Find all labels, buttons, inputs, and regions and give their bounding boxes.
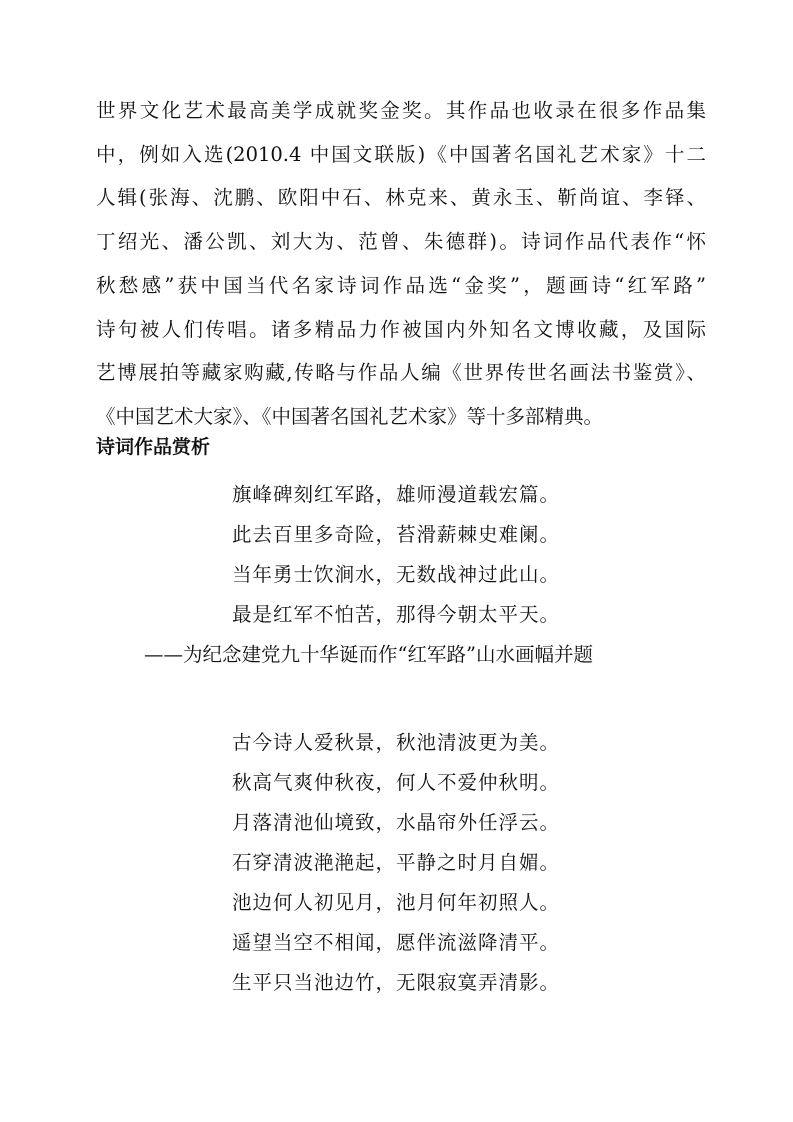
poem2-line: 生平只当池边竹，无限寂寞弄清影。 xyxy=(232,971,561,994)
intro-line: 艺博展拍等藏家购藏,传略与作品人编《世界传世名画法书鉴赏》、 xyxy=(96,361,706,384)
poem2-line: 古今诗人爱秋景，秋池清波更为美。 xyxy=(232,731,561,754)
intro-line: 人辑(张海、沈鹏、欧阳中石、林克来、黄永玉、靳尚谊、李铎、 xyxy=(96,186,706,209)
poem1-note: ——为纪念建党九十华诞而作“红军路”山水画幅并题 xyxy=(144,643,593,666)
poem2-line: 遥望当空不相闻，愿伴流滋降清平。 xyxy=(232,931,561,954)
intro-line: 诗句被人们传唱。诸多精品力作被国内外知名文博收藏，及国际 xyxy=(96,318,706,341)
poem1-line: 旗峰碑刻红军路，雄师漫道载宏篇。 xyxy=(232,483,561,506)
section-heading: 诗词作品赏析 xyxy=(96,436,211,458)
intro-line: 中，例如入选(2010.4 中国文联版)《中国著名国礼艺术家》十二 xyxy=(96,143,706,166)
poem1-line: 最是红军不怕苦，那得今朝太平天。 xyxy=(232,603,561,626)
intro-line: 丁绍光、潘公凯、刘大为、范曾、朱德群)。诗词作品代表作“怀 xyxy=(96,230,706,253)
poem1-line: 当年勇士饮涧水，无数战神过此山。 xyxy=(232,563,561,586)
poem2-line: 秋高气爽仲秋夜，何人不爱仲秋明。 xyxy=(232,771,561,794)
poem1-line: 此去百里多奇险，苔滑薪棘史难阑。 xyxy=(232,523,561,546)
intro-line: 世界文化艺术最高美学成就奖金奖。其作品也收录在很多作品集 xyxy=(96,99,706,122)
poem2-line: 石穿清波滟滟起，平静之时月自媚。 xyxy=(232,851,561,874)
intro-line: 秋愁感”获中国当代名家诗词作品选“金奖”，题画诗“红军路” xyxy=(96,274,706,297)
poem2-line: 月落清池仙境致，水晶帘外任浮云。 xyxy=(232,811,561,834)
poem2-line: 池边何人初见月，池月何年初照人。 xyxy=(232,891,561,914)
intro-line: 《中国艺术大家》、《中国著名国礼艺术家》等十多部精典。 xyxy=(96,405,604,428)
